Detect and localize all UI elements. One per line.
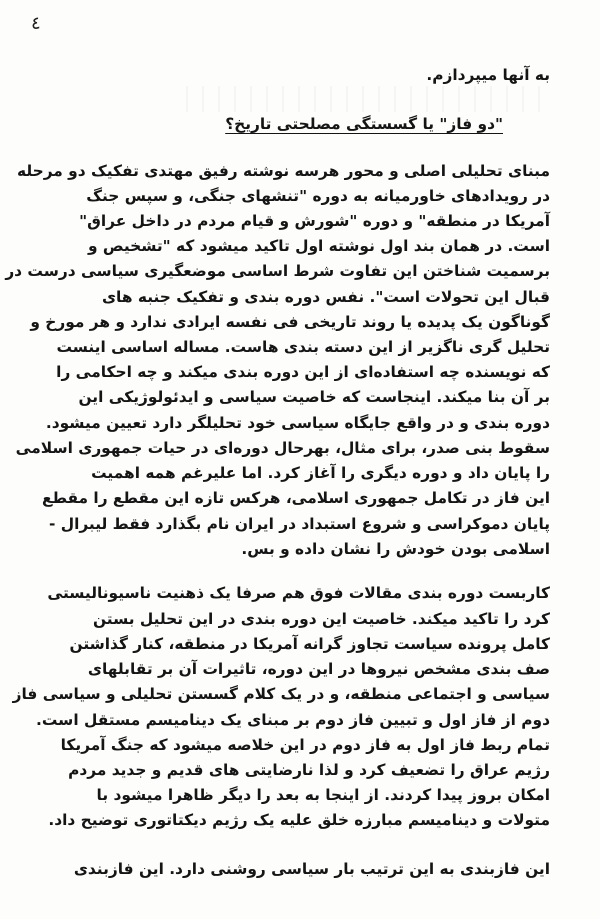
intro-line: به آنها میپردازم. <box>426 66 550 84</box>
paragraph-one-line: در رویدادهای خاورمیانه به دوره "تنشهای جنگی، و سپس جنگ <box>86 187 550 205</box>
paragraph-two-line: کاربست دوره بندی مقالات فوق هم صرفا یک ذهنیت ناسیونالیستی <box>47 584 550 602</box>
paragraph-one-line: دوره بندی و در واقع جایگاه سیاسی خود تحلیلگر دارد تعیین میشود. <box>45 414 550 432</box>
paragraph-two-line: سیاسی و اجتماعی منطقه، و در یک کلام گسستن تحلیلی و سیاسی فاز <box>12 685 550 703</box>
paragraph-one-line: این فاز در تکامل جمهوری اسلامی، هرکس تازه این مقطع را مقطع <box>41 489 550 507</box>
final-line: این فازبندی به این ترتیب بار سیاسی روشنی دارد. این فازبندی <box>73 860 550 878</box>
page-number: ٤ <box>31 13 41 34</box>
paragraph-two-line: صف بندی مشخص نیروها در این دوره، تاثیرات آن بر تقابلهای <box>87 660 550 678</box>
paragraph-one-line: گوناگون یک پدیده یا روند تاریخی فی نفسه ایرادی ندارد و هر مورخ و <box>30 313 550 331</box>
paragraph-two-line: تمام ربط فاز اول به فاز دوم در این خلاصه میشود که جنگ آمریکا <box>60 736 550 754</box>
section-heading: "دو فاز" یا گسستگی مصلحتی تاریخ؟ <box>225 115 503 133</box>
paragraph-one-line: سقوط بنی صدر، برای مثال، بهرحال دوره‌ای در حیات جمهوری اسلامی <box>15 439 550 457</box>
paragraph-two-line: امکان بروز پیدا کردند. از اینجا به بعد را دیگر ظاهرا میشود با <box>96 786 550 804</box>
paragraph-two-line: دوم از فاز اول و تبیین فاز دوم بر مبنای یک دینامیسم مستقل است. <box>36 711 550 729</box>
paragraph-one-line: است. در همان بند اول نوشته اول تاکید میشود که "تشخیص و <box>87 237 550 255</box>
paragraph-one-line: برسمیت شناختن این تفاوت شرط اساسی موضعگیری سیاسی درست در <box>5 262 550 280</box>
paragraph-one-line: که نویسنده چه استفاده‌ای از این دوره بندی میکند و چه احکامی را <box>56 363 550 381</box>
paragraph-one-line: مبنای تحلیلی اصلی و محور هرسه نوشته رفیق مهتدی تفکیک دو مرحله <box>17 162 550 180</box>
paragraph-one-line: را پایان داد و دوره دیگری را آغاز کرد. اما علیرغم همه اهمیت <box>91 464 550 482</box>
paragraph-two-line: کامل پرونده سیاست تجاوز گرانه آمریکا در منطقه، کنار گذاشتن <box>69 635 550 653</box>
paragraph-one-line: اسلامی بودن خودش را نشان داده و بس. <box>241 540 550 558</box>
paragraph-one-line: پایان دموکراسی و شروع استبداد در ایران نام بگذارد فقط لیبرال - <box>48 515 550 533</box>
paragraph-one-line: تحلیل گری ناگزیر از این دسته بندی هاست. مساله اساسی اینست <box>56 338 550 356</box>
paragraph-two-line: رژیم عراق را تضعیف کرد و لذا نارضایتی های قدیم و جدید مردم <box>68 761 550 779</box>
paragraph-two-line: متولات و دینامیسم مبارزه خلق علیه یک رژیم دیکتاتوری توضیح داد. <box>48 811 550 829</box>
paragraph-one-line: آمریکا در منطقه" و دوره "شورش و قیام مردم در داخل عراق" <box>79 212 550 230</box>
paragraph-one-line: قبال این تحولات است". نفس دوره بندی و تفکیک جنبه های <box>101 288 550 306</box>
paragraph-one-line: بر آن بنا میکند. اینجاست که خاصیت سیاسی و ایدئولوژیکی این <box>78 388 550 406</box>
faint-show-through-text <box>180 86 540 112</box>
paragraph-two-line: کرد را تاکید میکند. خاصیت این دوره بندی در این تحلیل بستن <box>92 610 550 628</box>
